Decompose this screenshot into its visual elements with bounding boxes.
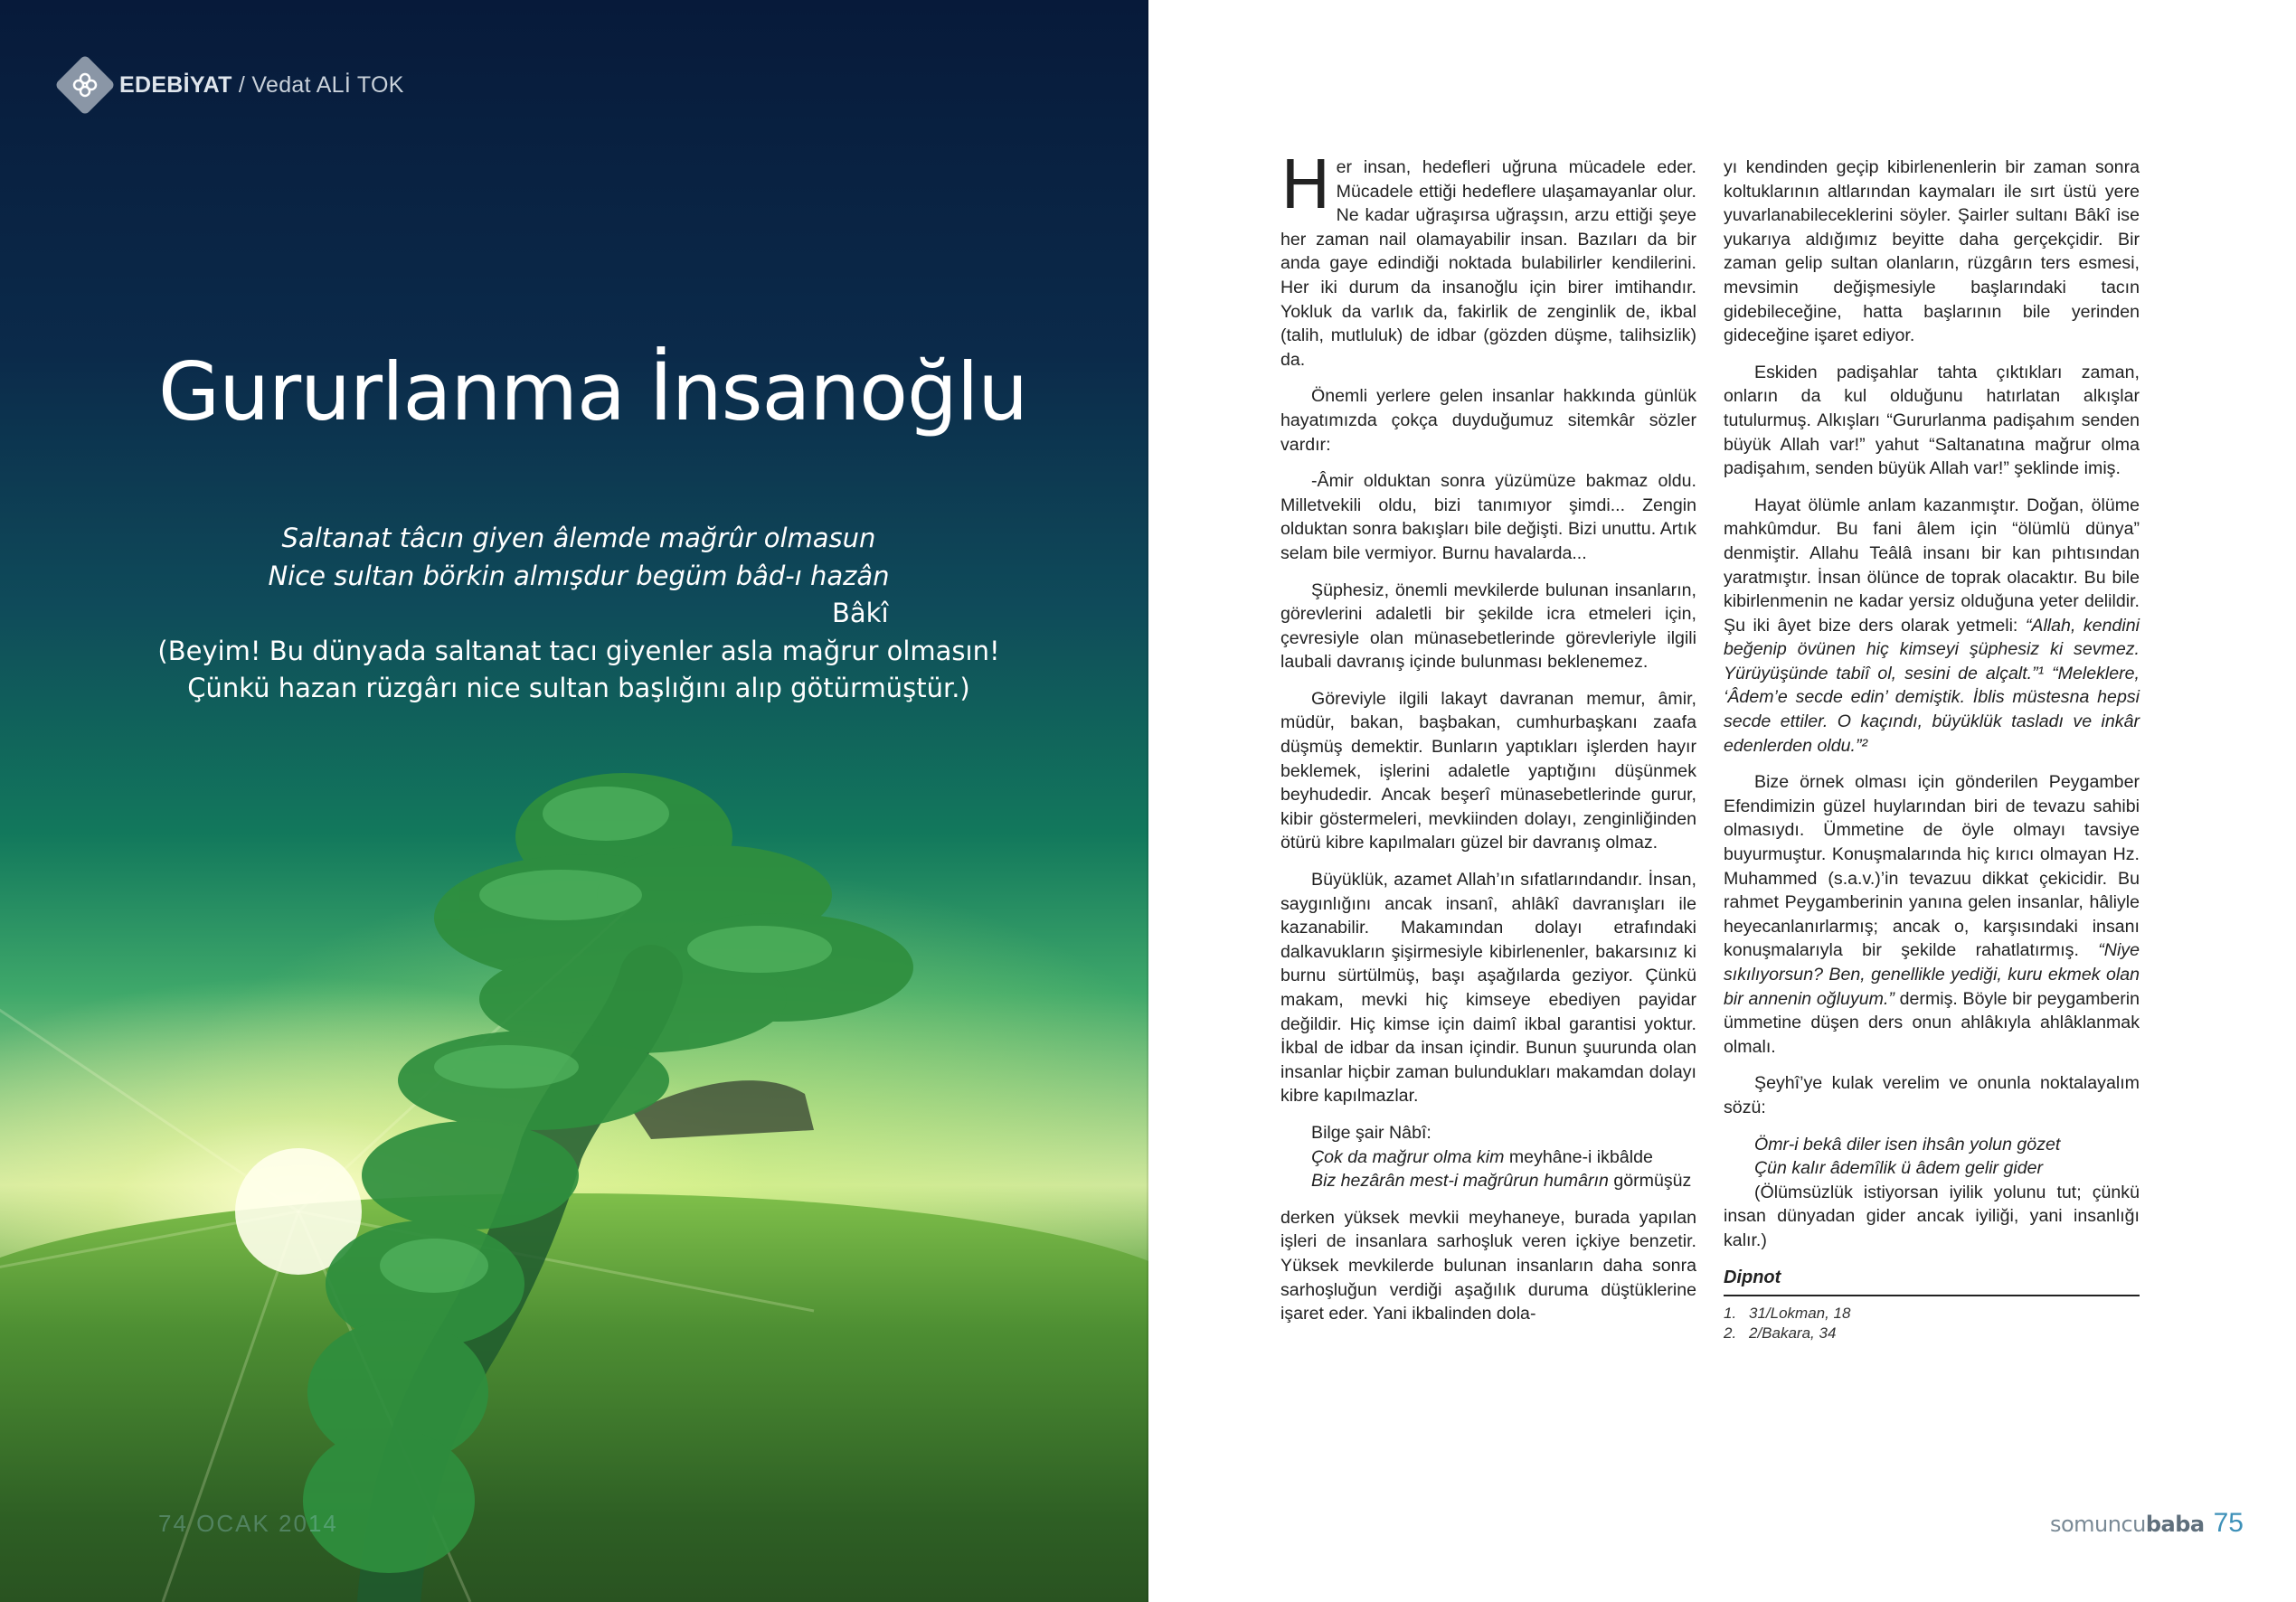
paragraph-text: er insan, hedefleri uğruna mücadele eder. Mücadele ettiği hedeflere ulaşamayanlar olur. Ne kadar uğraşırsa uğraşsın, arzu ettiği şeye her zaman nail olamayabilir insan. Bazıları da bir anda gaye edindiği noktada bulabilirler kendilerini. Her iki durum da insanoğlu için birer imtihandır. Yokluk da varlık da, fakirlik de zenginlik de, ikbal (talih, mutluluk) de idbar (gözden düşme, talihsizlik) da. — [1280, 157, 1696, 370]
seyhi-line-2: Çün kalır âdemîlik ü âdem gelir gider — [1754, 1158, 2044, 1179]
paragraph: Göreviyle ilgili lakayt davranan memur, âmir, müdür, bakan, başbakan, cumhurbaşkanı zaafa düşmüş demektir. Bunların yaptıkları işlerden hayır beklemek, işlerini adaletle yaptığını düşünmek beyhudedir. Ancak beşerî münasebetlerinde gurur, kibir göstermeleri, mevkiinden dolayı, zenginliğinden ötürü kibre kapılmaları güzel bir davranış olmaz. — [1280, 688, 1696, 853]
verse-line-1: Saltanat tâcın giyen âlemde mağrûr olmasun — [281, 523, 876, 553]
ornament-icon — [54, 54, 116, 116]
seyhi-quote — [1754, 1133, 2140, 1181]
footnote-number: 2. — [1724, 1324, 1737, 1343]
prophet-quote: “Niye sıkılıyorsun? Ben, genellikle yediği, kuru ekmek olan bir annenin oğluyum.” — [1724, 940, 2140, 1009]
paragraph: -Âmir olduktan sonra yüzümüze bakmaz oldu. Milletvekili oldu, bizi tanımıyor şimdi... Zengin olduktan sonra bakışları bile değişti. Bizi unuttu. Artık selam bile vermiyor. Burnu havalarda... — [1280, 471, 1696, 563]
text-column-2 — [1724, 155, 2140, 1343]
author-line: / Vedat ALİ TOK — [231, 71, 404, 98]
verse-line-2: Nice sultan börkin almışdur begüm bâd-ı hazân — [268, 561, 890, 591]
nabi-line-2-italic: Biz hezârân mest-i mağrûrun humârın — [1311, 1171, 1609, 1192]
paragraph: Büyüklük, azamet Allah’ın sıfatlarındandır. İnsan, saygınlığını ancak insanî, ahlâkî davranışları ile kazanabilir. Makamından dolayı etrafındaki dalkavukların şişirmesiyle kibirlenenler, bakarsınız ki burnu sürtülmüş, başı aşağılarda geziyor. Çünkü makam, mevki hiç kimseye ebediyen payidar değildir. Hiç kimse için daimî ikbal garantisi yoktur. İkbal de idbar da insan içindir. Bunun şuurunda olan insanlar hiçbir zaman bulundukları makamdan dolayı kibre kapılmazlar. — [1280, 870, 1696, 1107]
nabi-line-1-rest: meyhâne-i ikbâlde — [1504, 1146, 1653, 1167]
footnote — [1724, 1324, 2140, 1343]
paragraph — [1724, 494, 2140, 759]
footnote-number: 1. — [1724, 1305, 1737, 1323]
nabi-intro: Bilge şair Nâbî: — [1311, 1122, 1431, 1143]
ayet-quote: “Allah, kendini beğenip övünen hiç kimseyi şüphesiz ki sevmez. Yürüyüşünde tabiî ol, sesini de alçalt.”¹ “Meleklere, ‘Âdem’e secde edin’ demiştik. İblis müstesna hepsi secde ettiler. O kaçındı, büyüklük tasladı ve inkâr edenlerden oldu.”² — [1724, 615, 2140, 756]
footnotes-title: Dipnot — [1724, 1267, 1781, 1287]
right-page-text — [1148, 0, 2296, 1602]
magazine-brand — [2050, 1512, 2205, 1537]
section-tag — [63, 63, 404, 107]
verse-poet: Bâkî — [832, 598, 889, 628]
footnotes-divider — [1724, 1295, 2140, 1296]
article-title: Gururlanma İnsanoğlu — [158, 345, 1028, 438]
verse-translation-2: Çünkü hazan rüzgârı nice sultan başlığını alıp götürmüştür.) — [187, 673, 970, 703]
paragraph: yı kendinden geçip kibirlenenlerin bir zaman sonra koltuklarının altlarından kaymaları ile sırt üstü yere yuvarlanabileceklerini söyler. Şairler sultanı Bâkî ise yukarıya aldığımız beyitte daha gerçekçidir. Bir zaman gelip sultan olanların, rüzgârın ters esmesi, mevsimin değişmesiyle başlarındaki tacın gidebileceğine, hatta başlarının bile yerinden gideceğine işaret ediyor. — [1724, 157, 2140, 346]
paragraph-text: Hayat ölümle anlam kazanmıştır. Doğan, ölüme mahkûmdur. Bu fani âlem için “ölümlü dünya” denmiştir. Allahu Teâlâ insanı bir kan pıhtısından yaratmıştır. İnsan ölünce de toprak olacaktır. Bu bile kibirlenmenin ne kadar yersiz olduğuna yeter delildir. Şu iki âyet bize ders olarak yetmeli: — [1724, 495, 2140, 636]
brand-bold: baba — [2145, 1512, 2205, 1537]
verse-translation-1: (Beyim! Bu dünyada saltanat tacı giyenler asla mağrur olmasın! — [157, 636, 1000, 666]
paragraph: Şeyhî’ye kulak verelim ve onunla noktalayalım sözü: — [1724, 1073, 2140, 1117]
section-name: EDEBİYAT — [119, 71, 232, 98]
section-label — [119, 72, 404, 99]
seyhi-line-1: Ömr-i bekâ diler isen ihsân yolun gözet — [1754, 1134, 2061, 1154]
footnote — [1724, 1304, 2140, 1324]
folio-left: 74 OCAK 2014 — [158, 1510, 338, 1537]
page-number: 75 — [2213, 1508, 2244, 1538]
paragraph-text: Bize örnek olması için gönderilen Peygamber Efendimizin güzel huylarından biri de tevazu sahibi olmasıydı. Ümmetine de öyle olmayı tavsiye buyurmuştur. Konuşmalarında hiç kırıcı olmayan Hz. Muhammed (s.a.v.)’in tevazuu dikkat çekicidir. Bu rahmet Peygamberinin yanına gelen insanlar, hâliyle heyecanlanırlarmış; ancak o, karşısındaki insanı konuşmalarıyla bir şekilde rahatlatırmış. — [1724, 772, 2140, 961]
footnote-text: 31/Lokman, 18 — [1749, 1305, 1851, 1323]
paragraph — [1724, 770, 2140, 1059]
nabi-line-2-rest: görmüşüz — [1608, 1171, 1692, 1192]
folio-right — [2050, 1508, 2244, 1539]
paragraph: derken yüksek mevkii meyhaneye, burada yapılan işleri de insanlara sarhoşluk veren içkiye benzetir. Yüksek mevkilerde bulunan insanların daha sonra sarhoşluğun verdiği aşağılık duruma düştüklerine işaret eder. Yani ikbalinden dola- — [1280, 1207, 1696, 1324]
paragraph: (Ölümsüzlük istiyorsan iyilik yolunu tut; çünkü insan dünyadan gider ancak iyiliği, yani insanlığı kalır.) — [1724, 1182, 2140, 1250]
nabi-line-1-italic: Çok da mağrur olma kim — [1311, 1146, 1505, 1167]
brand-light: somuncu — [2049, 1512, 2146, 1537]
paragraph: Şüphesiz, önemli mevkilerde bulunan insanların, görevlerini adaletli bir şekilde icra etmeleri için, çevresiyle olan münasebetlerinde görevleriyle ilgili laubali davranış içinde bulunması beklenemez. — [1280, 580, 1696, 673]
paragraph: Önemli yerlere gelen insanlar hakkında günlük hayatımızda çokça duyduğumuz sitemkâr sözler vardır: — [1280, 386, 1696, 455]
nabi-line-2 — [1311, 1169, 1696, 1193]
text-column-1 — [1280, 146, 1696, 1339]
paragraph — [1280, 146, 1696, 372]
nabi-line-1 — [1311, 1145, 1696, 1170]
drop-cap: H — [1280, 146, 1331, 224]
nabi-quote — [1311, 1121, 1696, 1193]
paragraph-text-end: dermiş. Böyle bir peygamberin ümmetine düşen ders onun ahlâkıyla ahlâklanmak olmalı. — [1724, 988, 2140, 1057]
paragraph: Eskiden padişahlar tahta çıktıkları zaman, onların da kul olduğunu hatırlatan alkışlar tutulurmuş. Alkışları “Gururlanma padişahım senden büyük Allah var!” yahut “Saltanatına mağrur olma padişahım, senden büyük Allah var!” şeklinde imiş. — [1724, 362, 2140, 479]
footnote-text: 2/Bakara, 34 — [1749, 1324, 1837, 1343]
